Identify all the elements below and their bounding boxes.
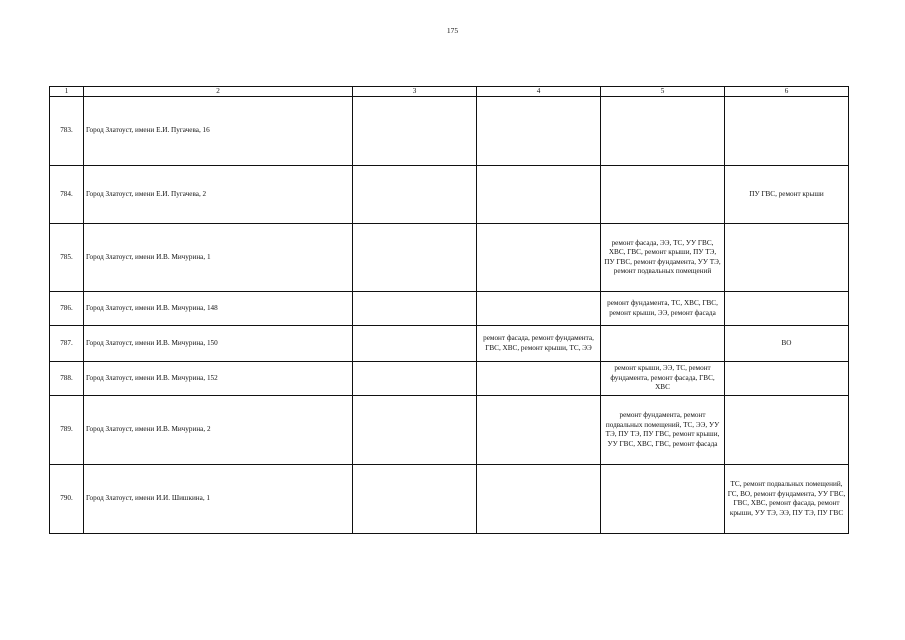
row-col6: ВО [725,326,849,362]
column-header: 4 [477,87,601,97]
row-col4 [477,97,601,166]
table-row [50,166,849,224]
column-header: 1 [50,87,84,97]
works-table [49,86,849,534]
row-col3 [353,362,477,396]
column-header: 3 [353,87,477,97]
column-header: 2 [84,87,353,97]
row-col3 [353,396,477,465]
row-address: Город Златоуст, имени И.В. Мичурина, 150 [84,326,353,362]
row-number: 783. [50,97,84,166]
table-row [50,465,849,534]
row-address: Город Златоуст, имени Е.И. Пугачева, 16 [84,97,353,166]
row-col6 [725,292,849,326]
row-number: 787. [50,326,84,362]
row-address: Город Златоуст, имени И.И. Шишкина, 1 [84,465,353,534]
table-row [50,326,849,362]
row-col4 [477,362,601,396]
row-col3 [353,97,477,166]
row-address: Город Златоуст, имени И.В. Мичурина, 1 [84,224,353,292]
row-number: 790. [50,465,84,534]
page-number: 175 [446,26,459,35]
row-col6 [725,396,849,465]
row-col5 [601,326,725,362]
row-col6: ТС, ремонт подвальных помещений, ГС, ВО, ремонт фундамента, УУ ГВС, ГВС, ХВС, ремонт фасада, ремонт крыши, УУ ТЭ, ЭЭ, ПУ ТЭ, ПУ ГВС [725,465,849,534]
table-row [50,292,849,326]
row-col5 [601,166,725,224]
table-row [50,396,849,465]
row-address: Город Златоуст, имени И.В. Мичурина, 152 [84,362,353,396]
row-number: 789. [50,396,84,465]
row-col4 [477,166,601,224]
column-header: 5 [601,87,725,97]
row-col3 [353,166,477,224]
row-number: 784. [50,166,84,224]
row-col5: ремонт крыши, ЭЭ, ТС, ремонт фундамента, ремонт фасада, ГВС, ХВС [601,362,725,396]
row-col6 [725,224,849,292]
row-col5: ремонт фундамента, ТС, ХВС, ГВС, ремонт крыши, ЭЭ, ремонт фасада [601,292,725,326]
table-row [50,97,849,166]
table-row [50,362,849,396]
row-col4: ремонт фасада, ремонт фундамента, ГВС, ХВС, ремонт крыши, ТС, ЭЭ [477,326,601,362]
row-col5: ремонт фундамента, ремонт подвальных помещений, ТС, ЭЭ, УУ ТЭ, ПУ ТЭ, ПУ ГВС, ремонт крыши, УУ ГВС, ХВС, ГВС, ремонт фасада [601,396,725,465]
row-number: 786. [50,292,84,326]
row-col3 [353,326,477,362]
row-col3 [353,292,477,326]
row-col3 [353,465,477,534]
row-address: Город Златоуст, имени Е.И. Пугачева, 2 [84,166,353,224]
column-header: 6 [725,87,849,97]
row-address: Город Златоуст, имени И.В. Мичурина, 148 [84,292,353,326]
row-col6 [725,97,849,166]
table-header-row [50,87,849,97]
row-address: Город Златоуст, имени И.В. Мичурина, 2 [84,396,353,465]
row-col6 [725,362,849,396]
row-col5 [601,465,725,534]
row-number: 788. [50,362,84,396]
row-col6: ПУ ГВС, ремонт крыши [725,166,849,224]
row-col4 [477,465,601,534]
row-col4 [477,396,601,465]
table-row [50,224,849,292]
row-col3 [353,224,477,292]
row-col4 [477,292,601,326]
row-col4 [477,224,601,292]
row-col5: ремонт фасада, ЭЭ, ТС, УУ ГВС, ХВС, ГВС, ремонт крыши, ПУ ТЭ, ПУ ГВС, ремонт фундамента, УУ ТЭ, ремонт подвальных помещений [601,224,725,292]
row-number: 785. [50,224,84,292]
row-col5 [601,97,725,166]
